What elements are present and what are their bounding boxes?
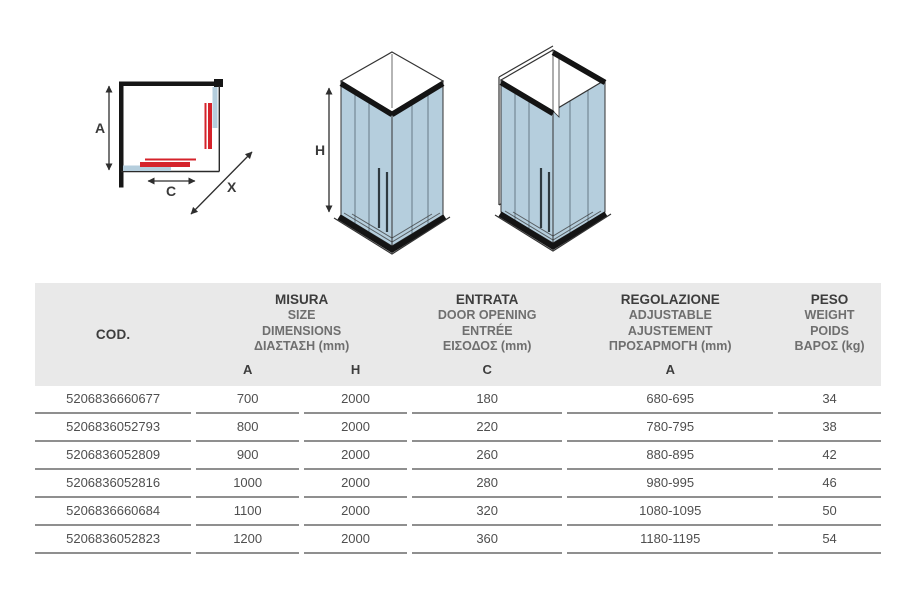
col-header-regolazione: REGOLAZIONE ADJUSTABLE AJUSTEMENT ΠΡΟΣΑΡΜΟΓΗ (mm) bbox=[608, 292, 732, 353]
table-row bbox=[35, 470, 881, 498]
table-row bbox=[35, 442, 881, 470]
h-value: 2000 bbox=[304, 470, 407, 498]
adj-value: 980-995 bbox=[567, 470, 773, 498]
table-body bbox=[35, 386, 881, 554]
cod-value: 5206836052809 bbox=[35, 442, 191, 470]
peso-value: 42 bbox=[778, 442, 881, 470]
peso-value: 34 bbox=[778, 386, 881, 414]
a-value: 700 bbox=[196, 386, 299, 414]
c-value: 280 bbox=[412, 470, 562, 498]
dim-x-label: X bbox=[227, 179, 237, 195]
cod-value: 5206836052823 bbox=[35, 526, 191, 554]
fixed-glass-panel-right bbox=[213, 87, 218, 128]
table-row bbox=[35, 526, 881, 554]
dim-x-arrow bbox=[191, 152, 252, 214]
subcol-c: C bbox=[482, 361, 492, 377]
cod-value: 5206836660684 bbox=[35, 498, 191, 526]
h-value: 2000 bbox=[304, 414, 407, 442]
col-header-cod: COD. bbox=[95, 326, 131, 342]
col-header-entrata: ENTRATA DOOR OPENING ENTRÉE ΕΙΣΟΔΟΣ (mm) bbox=[437, 292, 537, 353]
a-value: 1000 bbox=[196, 470, 299, 498]
a-value: 800 bbox=[196, 414, 299, 442]
peso-value: 38 bbox=[778, 414, 881, 442]
c-value: 220 bbox=[412, 414, 562, 442]
peso-value: 46 bbox=[778, 470, 881, 498]
subcol-h: H bbox=[350, 361, 361, 377]
h-value: 2000 bbox=[304, 526, 407, 554]
sliding-door-track-right bbox=[205, 103, 207, 149]
top-frame-end-block bbox=[214, 79, 223, 87]
h-value: 2000 bbox=[304, 498, 407, 526]
subcol-a: A bbox=[242, 361, 253, 377]
cod-value: 5206836052816 bbox=[35, 470, 191, 498]
cod-value: 5206836052793 bbox=[35, 414, 191, 442]
a-value: 1200 bbox=[196, 526, 299, 554]
sliding-door-bottom bbox=[140, 162, 190, 167]
table-row bbox=[35, 414, 881, 442]
dim-c-label: C bbox=[166, 183, 177, 199]
sliding-door-track-bottom bbox=[145, 159, 196, 161]
peso-value: 54 bbox=[778, 526, 881, 554]
adj-value: 680-695 bbox=[567, 386, 773, 414]
iso-diagram-front bbox=[315, 52, 450, 254]
c-value: 260 bbox=[412, 442, 562, 470]
top-frame-bar bbox=[119, 82, 219, 87]
dim-h-label: H bbox=[315, 142, 326, 158]
technical-diagrams bbox=[0, 0, 900, 278]
col-header-misura: MISURA SIZE DIMENSIONS ΔΙΑΣΤΑΣΗ (mm) bbox=[253, 292, 350, 353]
dim-a-label: A bbox=[95, 120, 106, 136]
a-value: 1100 bbox=[196, 498, 299, 526]
table-row bbox=[35, 386, 881, 414]
sliding-door-right bbox=[208, 103, 212, 149]
adj-value: 1080-1095 bbox=[567, 498, 773, 526]
c-value: 320 bbox=[412, 498, 562, 526]
table-header bbox=[35, 283, 881, 386]
peso-value: 50 bbox=[778, 498, 881, 526]
table-row bbox=[35, 498, 881, 526]
iso-diagram-open-corner bbox=[495, 46, 611, 251]
h-value: 2000 bbox=[304, 386, 407, 414]
c-value: 360 bbox=[412, 526, 562, 554]
adj-value: 880-895 bbox=[567, 442, 773, 470]
adj-value: 780-795 bbox=[567, 414, 773, 442]
c-value: 180 bbox=[412, 386, 562, 414]
adj-value: 1180-1195 bbox=[567, 526, 773, 554]
spec-table bbox=[35, 283, 881, 554]
subcol-adj-a: A bbox=[665, 361, 675, 377]
plan-view-diagram bbox=[95, 79, 252, 214]
col-header-peso: PESO WEIGHT POIDS ΒΑΡΟΣ (kg) bbox=[794, 292, 865, 353]
a-value: 900 bbox=[196, 442, 299, 470]
cod-value: 5206836660677 bbox=[35, 386, 191, 414]
h-value: 2000 bbox=[304, 442, 407, 470]
open-corner-gap bbox=[553, 50, 559, 117]
